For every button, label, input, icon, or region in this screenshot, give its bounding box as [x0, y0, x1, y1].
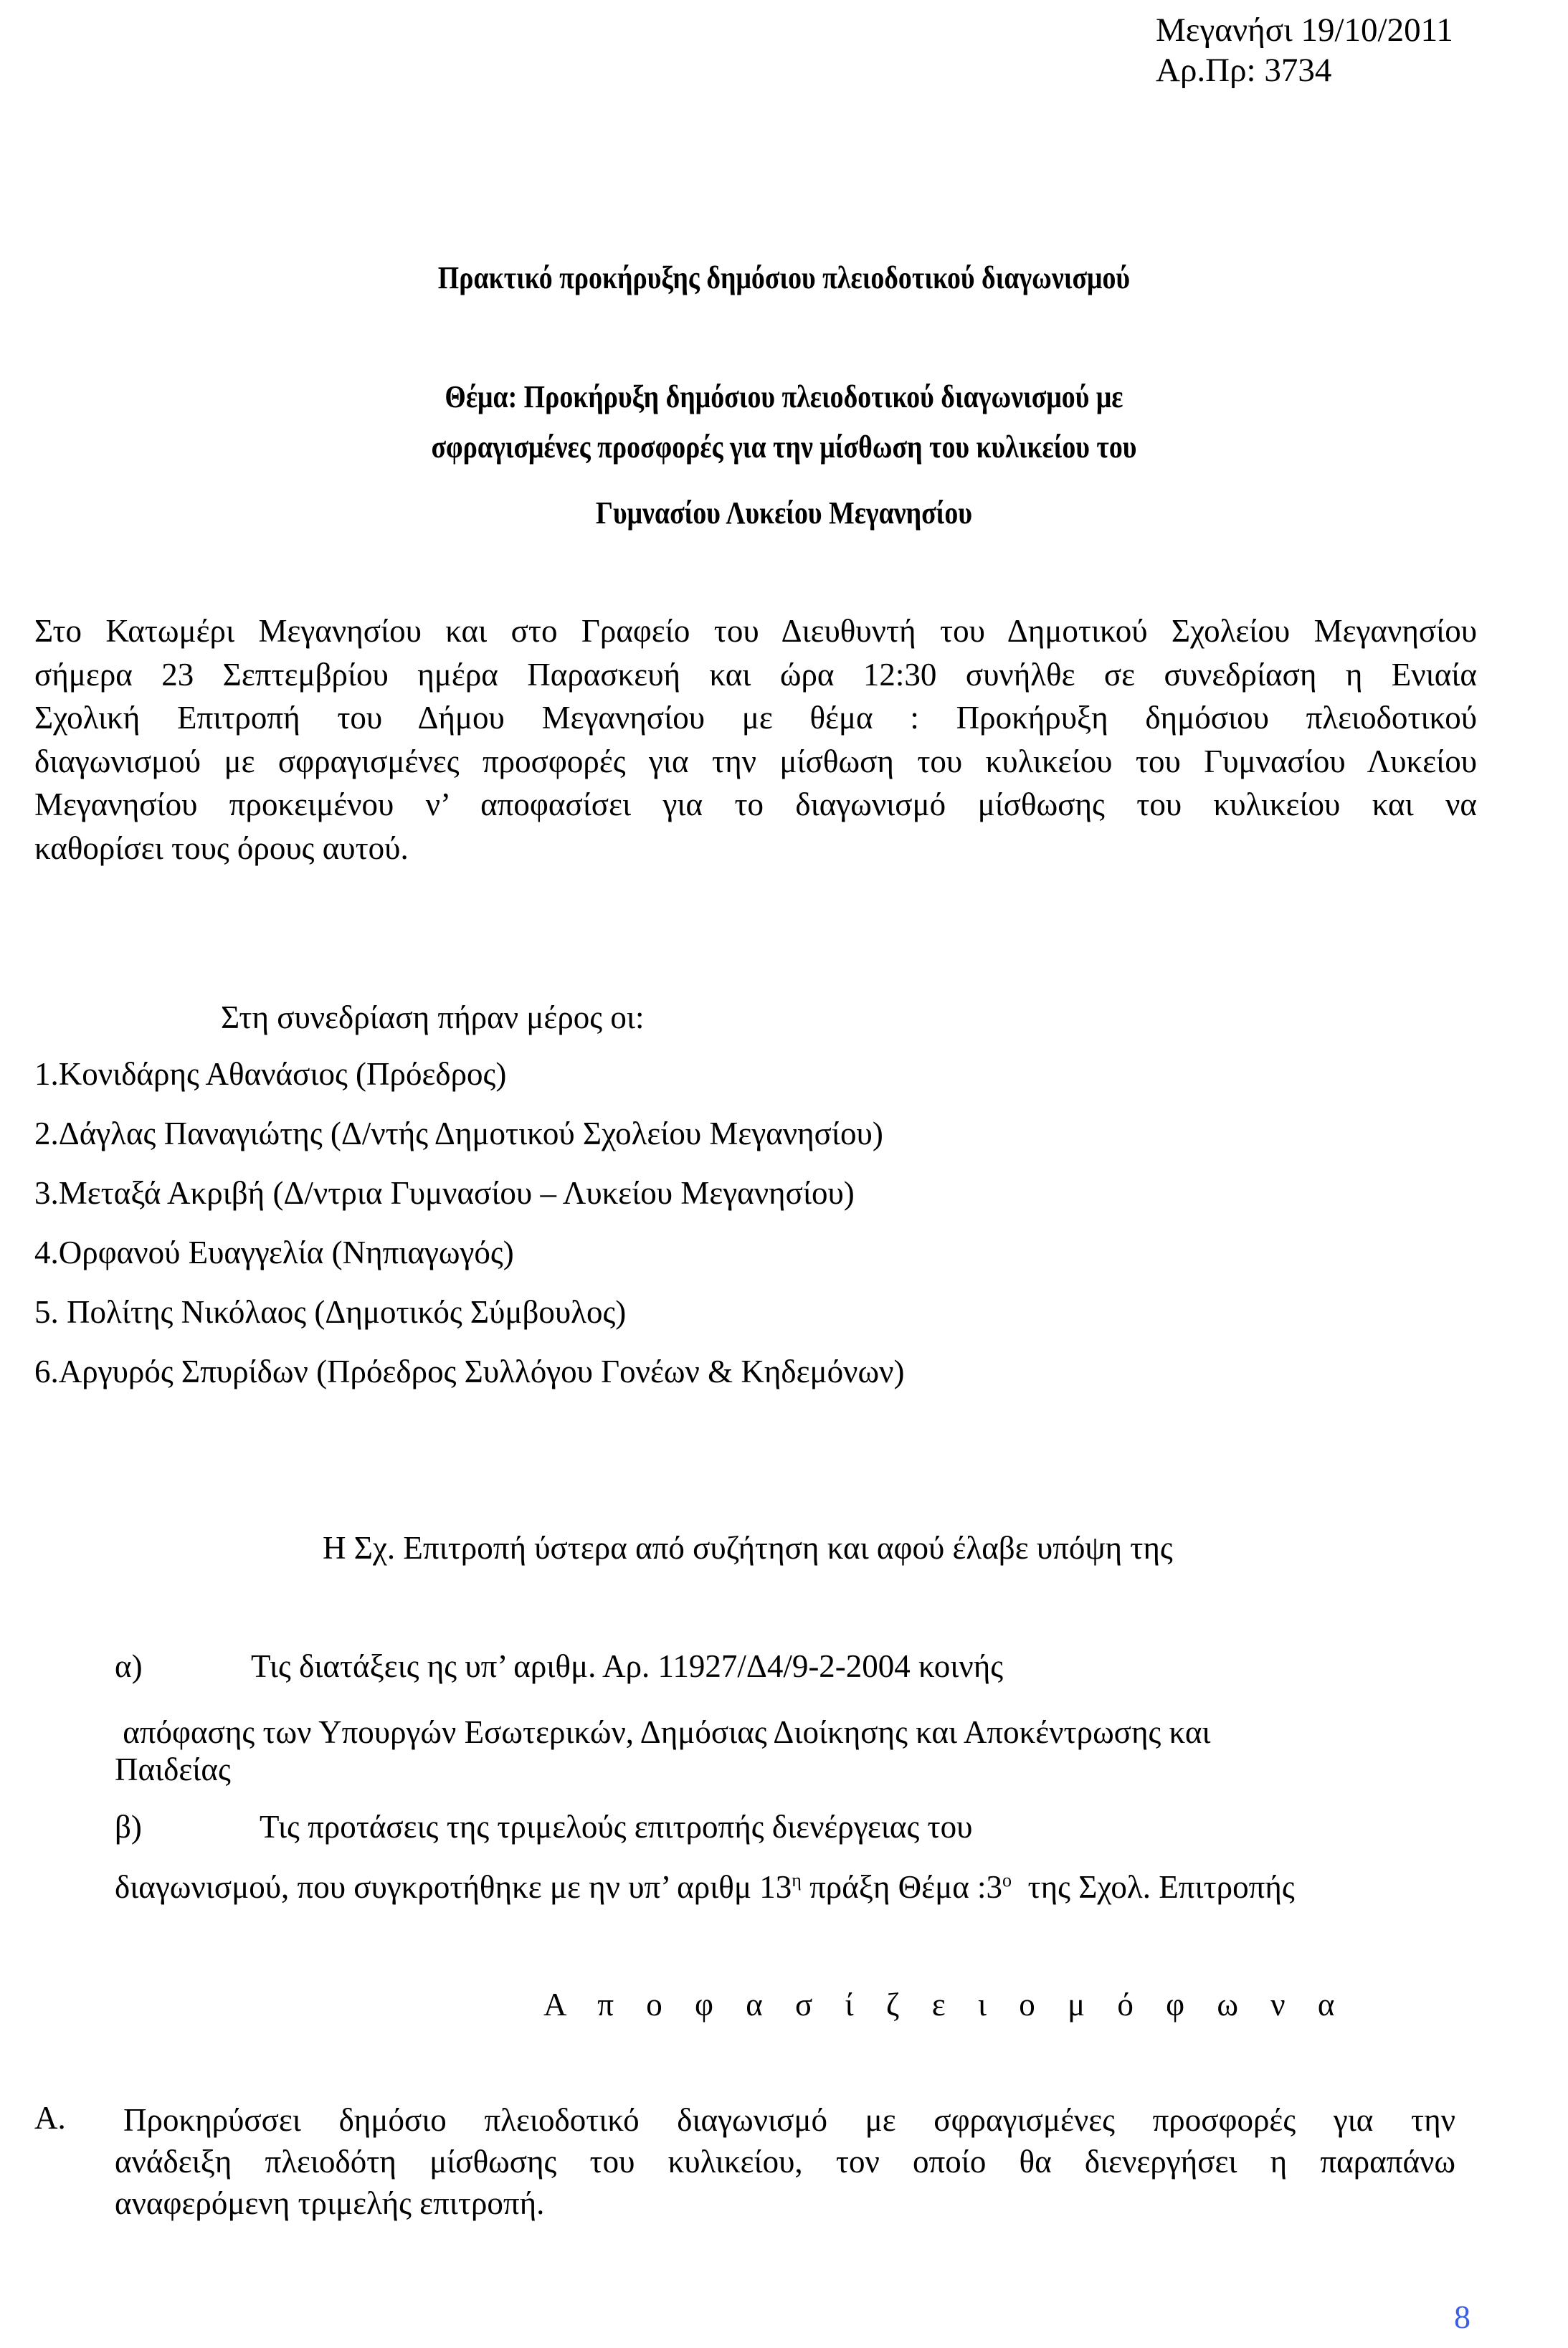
b-line2-text: της Σχολ. Επιτροπής [1012, 1869, 1295, 1905]
attendee-item: 5. Πολίτης Νικόλαος (Δημοτικός Σύμβουλος) [34, 1294, 627, 1330]
intro-line: Στο Κατωμέρι Μεγανησίου και στο Γραφείο του Διευθυντή του Δημοτικού Σχολείου Μεγανησίου [34, 613, 1477, 649]
place-date: Μεγανήσι 19/10/2011 [1156, 11, 1453, 49]
intro-line: σήμερα 23 Σεπτεμβρίου ημέρα Παρασκευή και ώρα 12:30 συνήλθε σε συνεδρίαση η Ενιαία [34, 656, 1477, 693]
decision-a-line: αναφερόμενη τριμελής επιτροπή. [115, 2185, 545, 2221]
decision-heading [543, 1986, 1339, 2023]
decision-a-label: Α. [34, 2100, 66, 2136]
consideration-b-label: β) [115, 1809, 142, 1845]
attendee-item: 1.Κονιδάρης Αθανάσιος (Πρόεδρος) [34, 1056, 507, 1092]
subject-line-3: Γυμνασίου Λυκείου Μεγανησίου [595, 495, 972, 531]
intro-line: διαγωνισμού με σφραγισμένες προσφορές για την μίσθωση του κυλικείου του Γυμνασίου Λυκείου [34, 743, 1477, 779]
decision-a-line: ανάδειξη πλειοδότη μίσθωσης του κυλικείου, τον οποίο θα διενεργήσει η παραπάνω [115, 2144, 1455, 2180]
attendee-item: 2.Δάγλας Παναγιώτης (Δ/ντής Δημοτικού Σχολείου Μεγανησίου) [34, 1116, 883, 1151]
attendee-item: 6.Αργυρός Σπυρίδων (Πρόεδρος Συλλόγου Γονέων & Κηδεμόνων) [34, 1354, 905, 1389]
consideration-a-line2: απόφασης των Υπουργών Εσωτερικών, Δημόσιας Διοίκησης και Αποκέντρωσης και [115, 1714, 1211, 1750]
attendee-item: 4.Ορφανού Ευαγγελία (Νηπιαγωγός) [34, 1235, 514, 1270]
consideration-a-label: α) [115, 1648, 143, 1684]
consideration-b-line1: Τις προτάσεις της τριμελούς επιτροπής διενέργειας του [260, 1809, 973, 1845]
decision-heading-text: Α π ο φ α σ ί ζ ε ι ο μ ό φ ω ν α [543, 1987, 1339, 2023]
protocol-number: Αρ.Πρ: 3734 [1156, 52, 1332, 89]
b-line2-text: διαγωνισμού, που συγκροτήθηκε με ην υπ’ αριθμ 13 [115, 1869, 792, 1905]
consideration-b-line2 [115, 1868, 1295, 1906]
intro-line: καθορίσει τους όρους αυτού. [34, 830, 409, 866]
attendee-item: 3.Μεταξά Ακριβή (Δ/ντρια Γυμνασίου – Λυκείου Μεγανησίου) [34, 1175, 855, 1211]
decision-a-paragraph [115, 2099, 1455, 2224]
ordinal-superscript: ο [1002, 1870, 1012, 1891]
b-line2-text: πράξη Θέμα :3 [801, 1869, 1003, 1905]
attendees-heading: Στη συνεδρίαση πήραν μέρος οι: [221, 999, 645, 1035]
ordinal-superscript: η [792, 1870, 802, 1891]
consideration-a-line1: Τις διατάξεις ης υπ’ αριθμ. Αρ. 11927/Δ4/9-2-2004 κοινής [251, 1648, 1004, 1684]
decision-a-line: Προκηρύσσει δημόσιο πλειοδοτικό διαγωνισμό με σφραγισμένες προσφορές για την [123, 2102, 1455, 2138]
consideration-a-line3: Παιδείας [115, 1752, 231, 1787]
subject-line-1: Θέμα: Προκήρυξη δημόσιου πλειοδοτικού διαγωνισμού με [445, 379, 1123, 414]
intro-line: Μεγανησίου προκειμένου ν’ αποφασίσει για το διαγωνισμό μίσθωσης του κυλικείου και να [34, 786, 1477, 822]
intro-line: Σχολική Επιτροπή του Δήμου Μεγανησίου με θέμα : Προκήρυξη δημόσιου πλειοδοτικού [34, 700, 1477, 736]
document-title: Πρακτικό προκήρυξης δημόσιου πλειοδοτικού διαγωνισμού [437, 260, 1131, 295]
committee-statement: Η Σχ. Επιτροπή ύστερα από συζήτηση και αφού έλαβε υπόψη της [323, 1530, 1173, 1566]
intro-paragraph [34, 609, 1477, 870]
subject-line-2: σφραγισμένες προσφορές για την μίσθωση του κυλικείου του [431, 429, 1137, 465]
page-number: 8 [1454, 2299, 1470, 2335]
